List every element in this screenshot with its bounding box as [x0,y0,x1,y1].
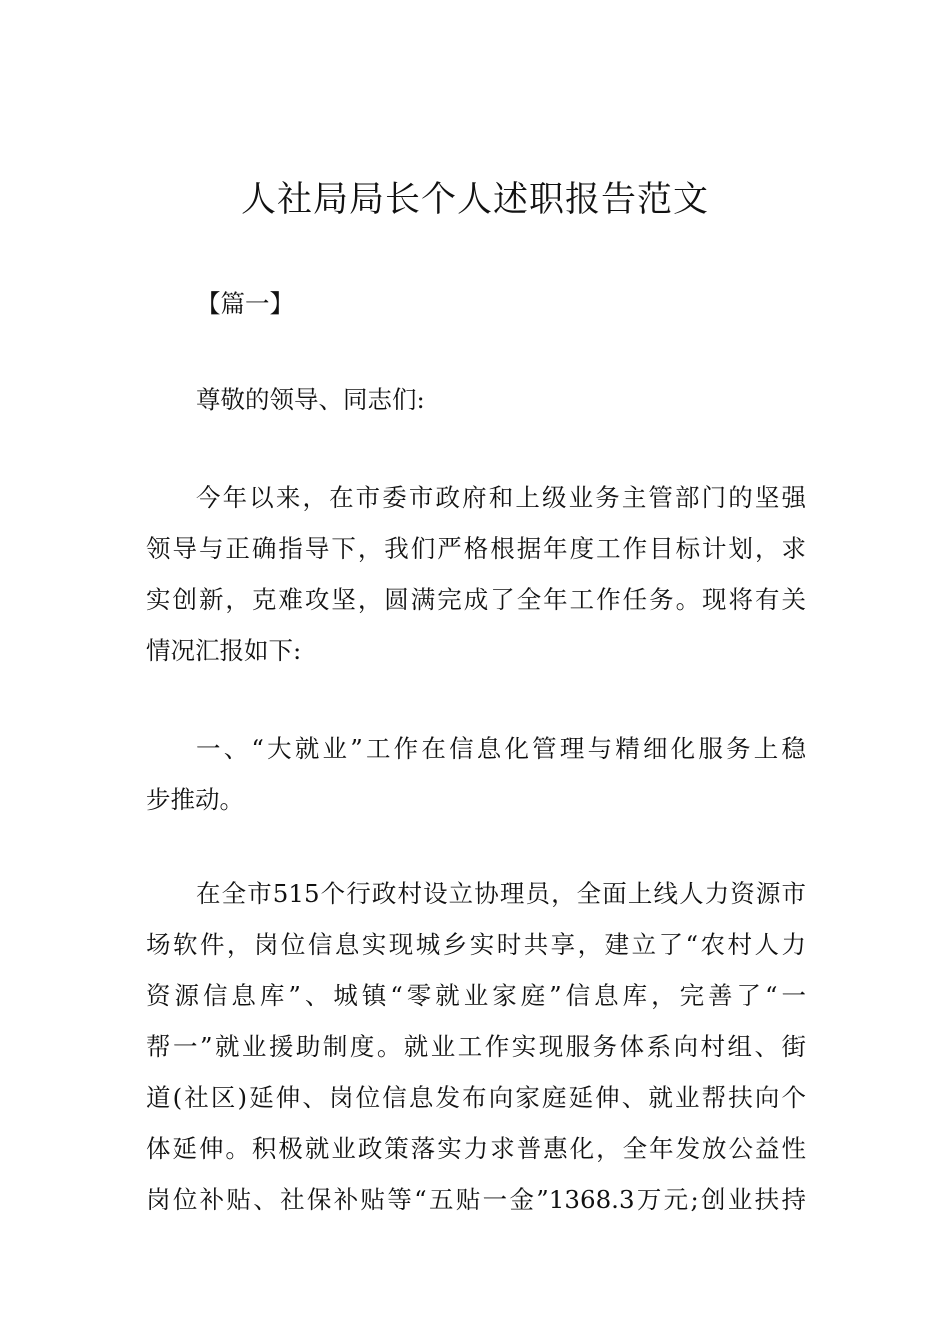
greeting: 尊敬的领导、同志们: [196,385,425,414]
paragraph-line: 领导与正确指导下，我们严格根据年度工作目标计划，求 [146,534,806,563]
paragraph-intro [146,472,806,676]
paragraph-heading-one [146,723,806,825]
document-title: 人社局局长个人述职报告范文 [240,180,709,220]
paragraph-line: 场软件，岗位信息实现城乡实时共享，建立了“农村人力 [146,930,806,959]
paragraph-line: 一、“大就业”工作在信息化管理与精细化服务上稳 [196,734,806,763]
paragraph-line: 岗位补贴、社保补贴等“五贴一金”1368.3万元;创业扶持 [146,1185,806,1214]
paragraph-line: 今年以来，在市委市政府和上级业务主管部门的坚强 [196,483,806,512]
section-label: 【篇一】 [196,289,294,318]
paragraph-line: 步推动。 [146,785,244,814]
paragraph-line: 资源信息库”、城镇“零就业家庭”信息库，完善了“一 [146,981,806,1010]
paragraph-detail [146,868,806,1225]
paragraph-line: 在全市515个行政村设立协理员，全面上线人力资源市 [196,879,806,908]
paragraph-line: 实创新，克难攻坚，圆满完成了全年工作任务。现将有关 [146,585,806,614]
paragraph-line: 帮一”就业援助制度。就业工作实现服务体系向村组、街 [146,1032,806,1061]
paragraph-line: 道(社区)延伸、岗位信息发布向家庭延伸、就业帮扶向个 [146,1083,806,1112]
paragraph-line: 体延伸。积极就业政策落实力求普惠化，全年发放公益性 [146,1134,806,1163]
paragraph-line: 情况汇报如下: [146,636,302,665]
